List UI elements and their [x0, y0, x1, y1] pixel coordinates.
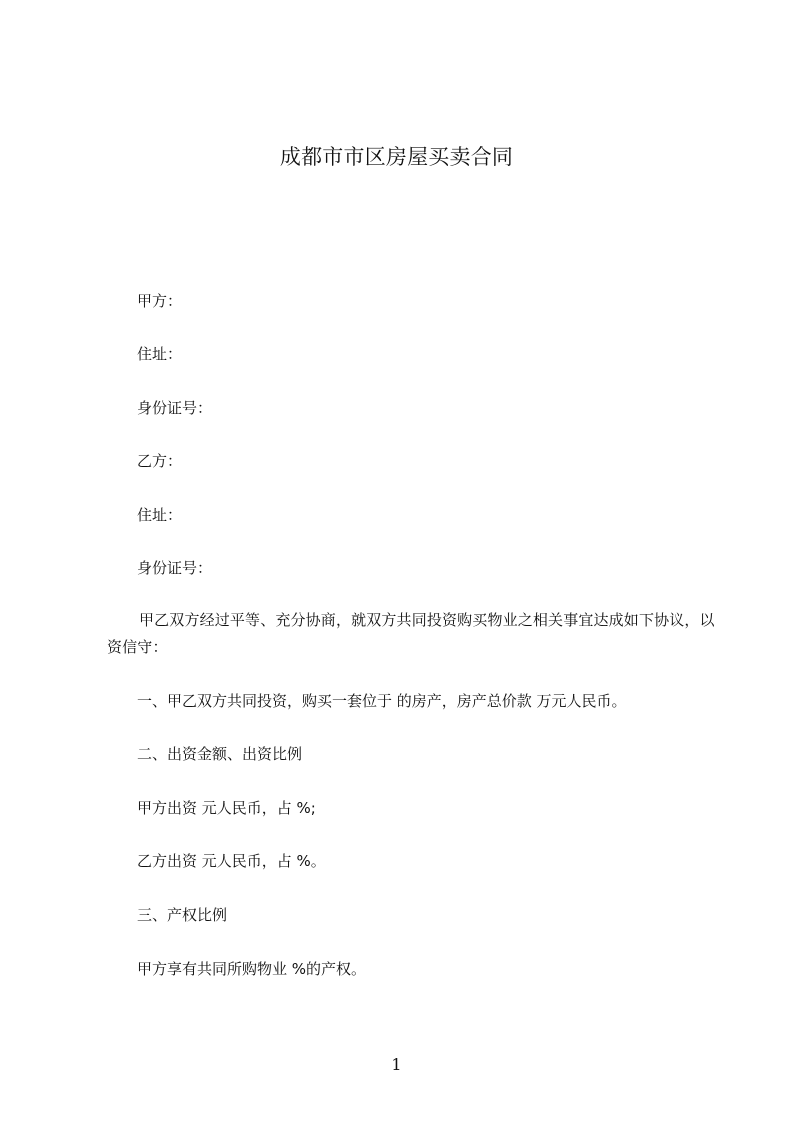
party-a-address-label: 住址：: [137, 345, 183, 363]
party-a-property-share: 甲方享有共同所购物业 %的产权。: [137, 960, 367, 978]
party-b-address-label: 住址：: [137, 506, 183, 524]
party-b-id-label: 身份证号：: [137, 559, 213, 577]
party-a-contribution: 甲方出资 元人民币，占 %;: [137, 799, 316, 817]
page-number: 1: [391, 1055, 402, 1074]
intro-paragraph: 甲乙双方经过平等、充分协商，就双方共同投资购买物业之相关事宜达成如下协议，以资信守：: [107, 611, 715, 656]
clause-1: 一、甲乙双方共同投资，购买一套位于 的房产，房产总价款 万元人民币。: [137, 692, 627, 710]
document-title: 成都市市区房屋买卖合同: [279, 145, 514, 169]
clause-3-heading: 三、产权比例: [137, 906, 228, 924]
clause-2-heading: 二、出资金额、出资比例: [137, 745, 303, 763]
party-a-id-label: 身份证号：: [137, 399, 213, 417]
party-b-contribution: 乙方出资 元人民币，占 %。: [137, 852, 326, 870]
party-b-label: 乙方：: [137, 452, 183, 470]
party-a-label: 甲方：: [137, 292, 183, 310]
